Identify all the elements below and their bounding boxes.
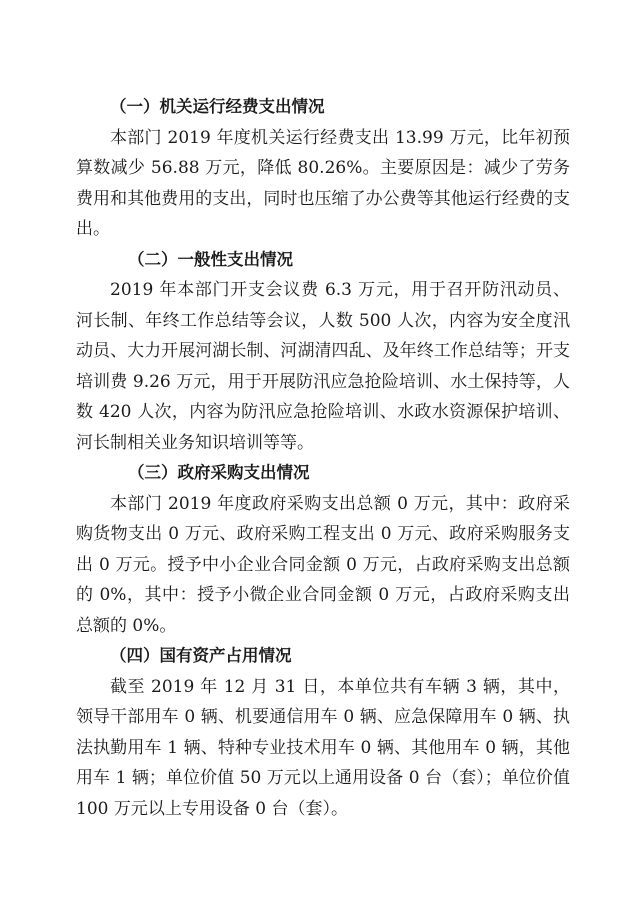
section-heading-state-assets: （四）国有资产占用情况 — [110, 646, 292, 665]
section-paragraph-state-assets: 截至 2019 年 12 月 31 日，本单位共有车辆 3 辆，其中，领导干部用车 0 辆、机要通信用车 0 辆、应急保障用车 0 辆、执法执勤用车 1 辆、特种专业技术用车 0 辆、其他用车 0 辆，其他用车 1 辆；单位价值 50 万元以上通用设备 0 台（套）；单位价值 100 万元以上专用设备 0 台（套）。 — [76, 676, 570, 819]
document-body — [76, 92, 570, 824]
section-heading-procurement: （三）政府采购支出情况 — [128, 463, 310, 482]
section-paragraph-procurement: 本部门 2019 年度政府采购支出总额 0 万元，其中：政府采购货物支出 0 万元、政府采购工程支出 0 万元、政府采购服务支出 0 万元。授予中小企业合同金额 0 万元，占政府采购支出总额的 0%，其中：授予小微企业合同金额 0 万元，占政府采购支出总额的 0%。 — [76, 493, 570, 636]
section-paragraph-operating-expenses: 本部门 2019 年度机关运行经费支出 13.99 万元，比年初预算数减少 56.88 万元，降低 80.26%。主要原因是：减少了劳务费用和其他费用的支出，同时也压缩了办公费等其他运行经费的支出。 — [76, 127, 570, 239]
section-heading-operating-expenses: （一）机关运行经费支出情况 — [110, 97, 325, 116]
section-heading-general-expenses: （二）一般性支出情况 — [128, 249, 293, 269]
section-paragraph-general-expenses: 2019 年本部门开支会议费 6.3 万元，用于召开防汛动员、河长制、年终工作总结等会议，人数 500 人次，内容为安全度汛动员、大力开展河湖长制、河湖清四乱、及年终工作总结等；开支培训费 9.26 万元，用于开展防汛应急抢险培训、水土保持等，人数 420 人次，内容为防汛应急抢险培训、水政水资源保护培训、河长制相关业务知识培训等等。 — [76, 280, 570, 453]
